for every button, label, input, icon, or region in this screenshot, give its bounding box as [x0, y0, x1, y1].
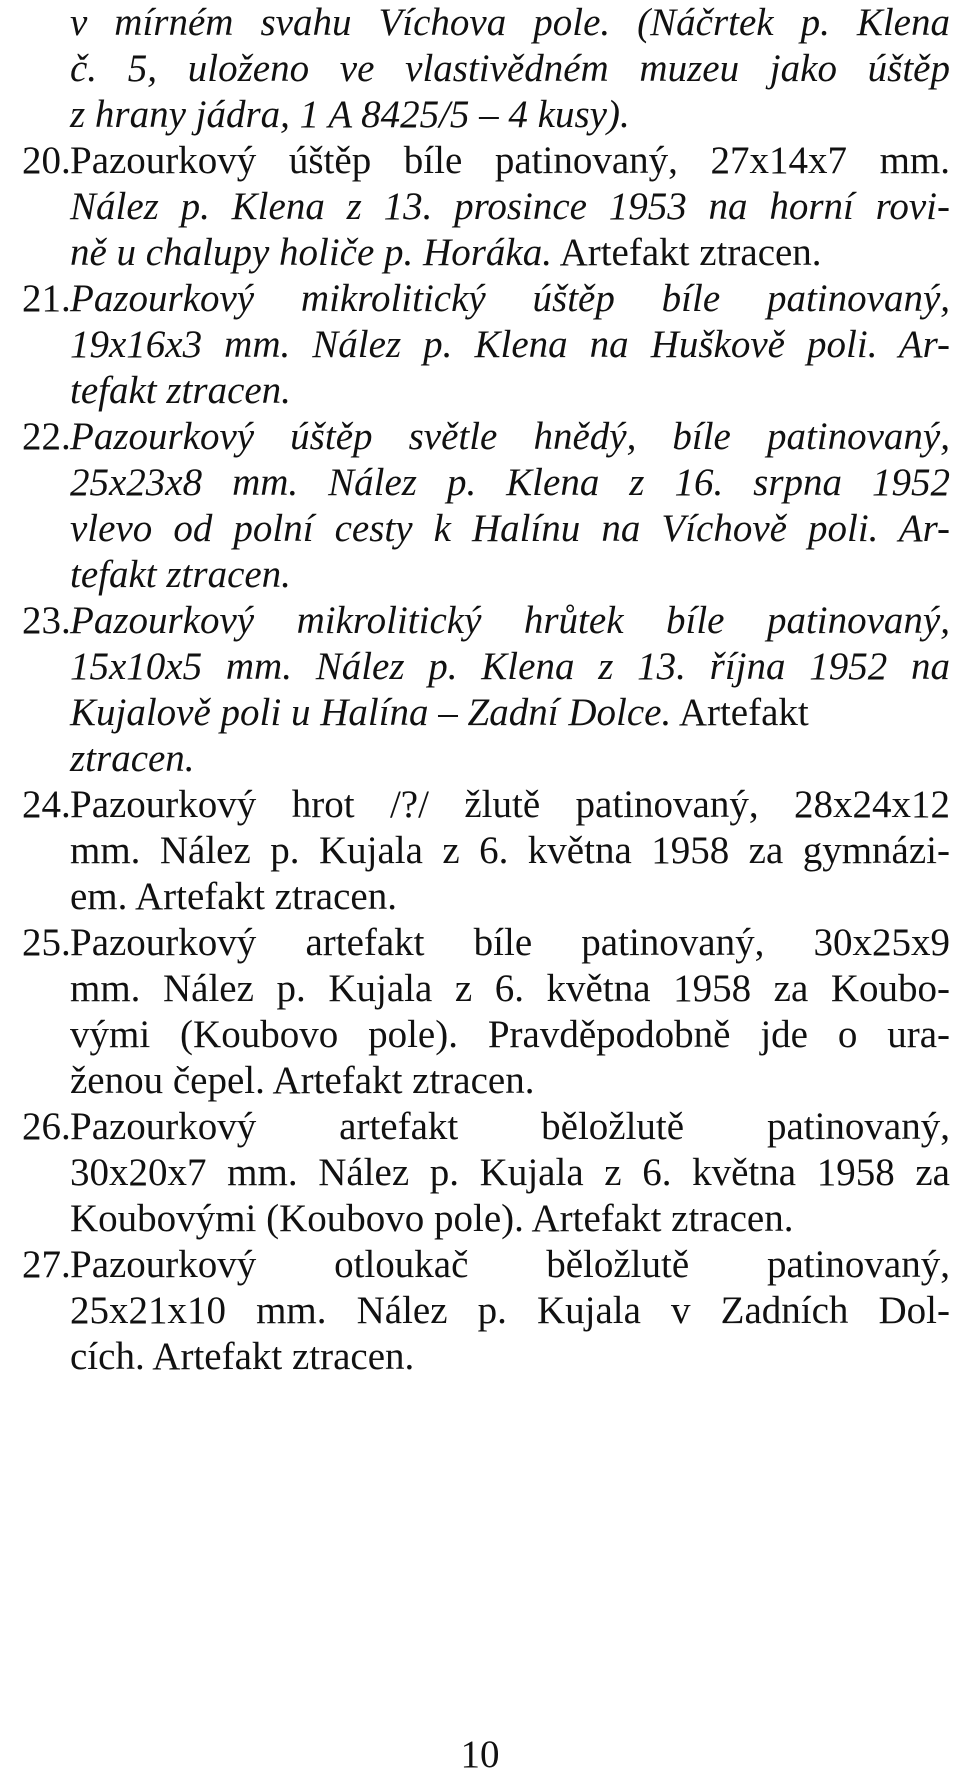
text-line: tefakt ztracen. [70, 369, 291, 412]
text-line: cích. Artefakt ztracen. [70, 1335, 415, 1378]
text-line: Pazourkový otloukač běložlutě patinovaný, [70, 1243, 950, 1286]
text-regular: Artefakt ztracen. [551, 231, 822, 274]
text-line: Nález p. Klena z 13. prosince 1953 na horní rovi- [70, 185, 950, 228]
text-italic: Kujalově poli u Halína – Zadní Dolce. [70, 691, 672, 734]
text-line: 25x21x10 mm. Nález p. Kujala v Zadních Dol- [70, 1289, 950, 1332]
entry-number: 21. [22, 277, 71, 320]
text-line: Pazourkový artefakt bíle patinovaný, 30x25x9 [70, 921, 950, 964]
text-regular: Artefakt [671, 691, 809, 734]
text-line: z hrany jádra, 1 A 8425/5 – 4 kusy). [70, 93, 630, 136]
text-line: Koubovými (Koubovo pole). Artefakt ztracen. [70, 1197, 794, 1240]
text-line: vými (Koubovo pole). Pravděpodobně jde o ura- [70, 1013, 950, 1056]
text-line: Pazourkový úštěp světle hnědý, bíle patinovaný, [70, 415, 950, 458]
text-line: Pazourkový mikrolitický hrůtek bíle patinovaný, [70, 599, 950, 642]
entry-number: 22. [22, 415, 71, 458]
text-line: tefakt ztracen. [70, 553, 291, 596]
entry-number: 20. [22, 139, 71, 182]
text-line: 19x16x3 mm. Nález p. Klena na Huškově poli. Ar- [70, 323, 950, 366]
text-line: vlevo od polní cesty k Halínu na Víchově poli. Ar- [70, 507, 950, 550]
page-number: 10 [460, 1733, 500, 1776]
entry-number: 24. [22, 783, 71, 826]
text-italic: ně u chalupy holiče p. Horáka. [70, 231, 552, 274]
entry-number: 27. [22, 1243, 71, 1286]
text-line: 30x20x7 mm. Nález p. Kujala z 6. května 1958 za [70, 1151, 950, 1194]
text-line: v mírném svahu Víchova pole. (Náčrtek p. Klena [70, 1, 950, 44]
entry-number: 25. [22, 921, 71, 964]
text-line: Pazourkový artefakt běložlutě patinovaný, [70, 1105, 950, 1148]
text-line: č. 5, uloženo ve vlastivědném muzeu jako úštěp [70, 47, 950, 90]
text-line: ztracen. [70, 737, 195, 780]
entry-number: 23. [22, 599, 71, 642]
text-line: em. Artefakt ztracen. [70, 875, 397, 918]
text-line: 25x23x8 mm. Nález p. Klena z 16. srpna 1952 [70, 461, 950, 504]
text-line: mm. Nález p. Kujala z 6. května 1958 za gymnázi- [70, 829, 950, 872]
text-line: 15x10x5 mm. Nález p. Klena z 13. října 1952 na [70, 645, 950, 688]
text-line [70, 230, 950, 276]
text-line [70, 690, 950, 736]
text-line: Pazourkový úštěp bíle patinovaný, 27x14x7 mm. [70, 139, 950, 182]
text-line: Pazourkový mikrolitický úštěp bíle patinovaný, [70, 277, 950, 320]
text-line: mm. Nález p. Kujala z 6. května 1958 za Koubo- [70, 967, 950, 1010]
text-line: ženou čepel. Artefakt ztracen. [70, 1059, 535, 1102]
text-line: Pazourkový hrot /?/ žlutě patinovaný, 28x24x12 [70, 783, 950, 826]
entry-number: 26. [22, 1105, 71, 1148]
